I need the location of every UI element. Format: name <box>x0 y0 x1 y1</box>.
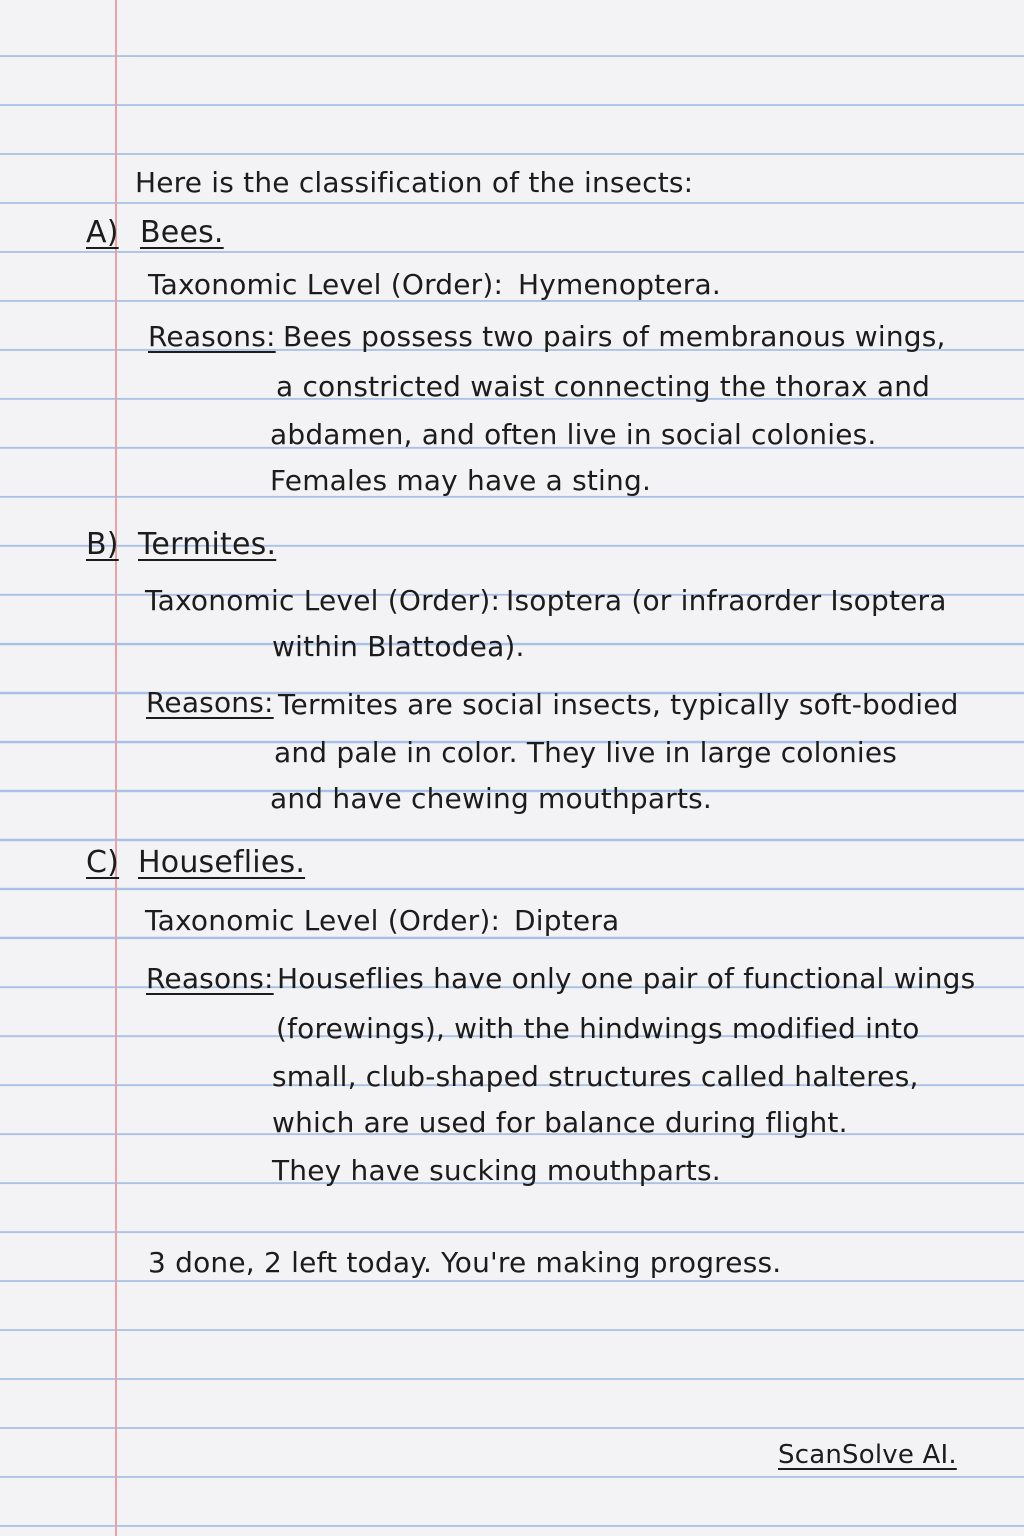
progress-note: 3 done, 2 left today. You're making progress. <box>148 1246 782 1279</box>
section-a-reason-line: Females may have a sting. <box>270 464 652 497</box>
section-b-reason-line: and pale in color. They live in large colonies <box>274 736 898 769</box>
section-b-reason-line: Termites are social insects, typically soft-bodied <box>278 688 959 721</box>
section-b-taxonomic-label: Taxonomic Level (Order): <box>145 584 501 617</box>
section-c-reason-line: which are used for balance during flight. <box>272 1106 848 1139</box>
section-b-reasons-label: Reasons: <box>146 686 274 719</box>
section-c-reason-line: small, club-shaped structures called halteres, <box>272 1060 919 1093</box>
section-b-reason-line: and have chewing mouthparts. <box>270 782 713 815</box>
section-b-taxonomic-value: Isoptera (or infraorder Isoptera <box>506 584 947 617</box>
section-a-reason-line: abdamen, and often live in social colonies. <box>270 418 877 451</box>
section-c-taxonomic-value: Diptera <box>514 904 620 937</box>
section-a-title: Bees. <box>140 215 224 250</box>
section-c-reason-line: They have sucking mouthparts. <box>272 1154 721 1187</box>
section-a-reasons-label: Reasons: <box>148 320 276 353</box>
section-c-reasons-label: Reasons: <box>146 962 274 995</box>
section-a-taxonomic-value: Hymenoptera. <box>518 268 721 301</box>
section-c-letter: C) <box>86 845 120 880</box>
intro-line: Here is the classification of the insects: <box>135 166 694 199</box>
section-b-taxonomic-continuation: within Blattodea). <box>272 630 525 663</box>
section-b-title: Termites. <box>138 527 277 562</box>
section-b-letter: B) <box>86 527 119 562</box>
section-c-title: Houseflies. <box>138 845 306 880</box>
section-c-reason-line: (forewings), with the hindwings modified into <box>276 1012 920 1045</box>
section-a-letter: A) <box>86 215 119 250</box>
section-a-reason-line: Bees possess two pairs of membranous wings, <box>283 320 946 353</box>
section-c-taxonomic-label: Taxonomic Level (Order): <box>145 904 501 937</box>
section-a-reason-line: a constricted waist connecting the thorax and <box>276 370 931 403</box>
section-c-reason-line: Houseflies have only one pair of functional wings <box>277 962 976 995</box>
section-a-taxonomic-label: Taxonomic Level (Order): <box>148 268 504 301</box>
signature: ScanSolve AI. <box>778 1440 957 1470</box>
